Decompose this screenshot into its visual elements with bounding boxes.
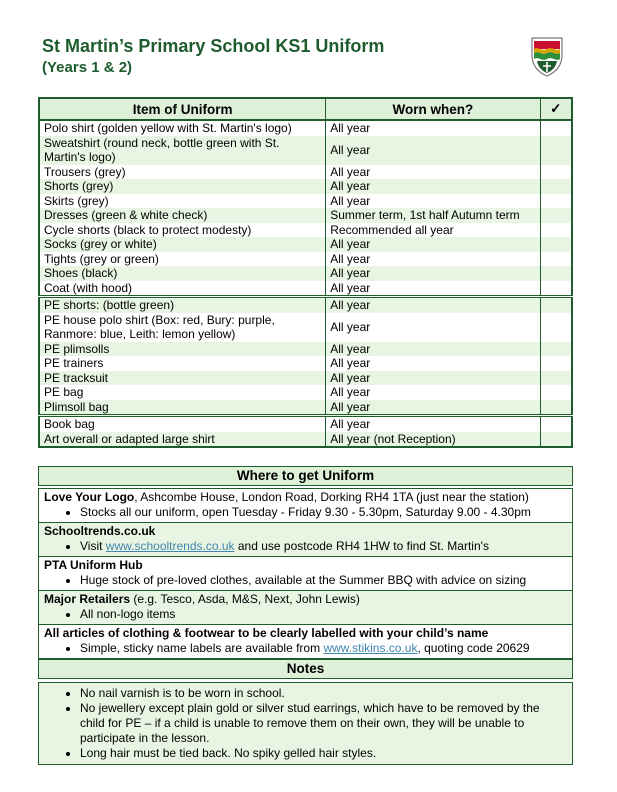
- item-cell: Shorts (grey): [39, 179, 326, 194]
- table-row: [39, 371, 572, 386]
- supplier-name: Schooltrends.co.uk: [44, 524, 156, 538]
- check-cell[interactable]: [540, 223, 572, 238]
- column-header-worn-when: Worn when?: [326, 98, 540, 120]
- table-row: [39, 252, 572, 267]
- list-item: • No jewellery except plain gold or silver stud earrings, which have to be removed by the child for PE – if a child is unable to remove them on their own, they will be unable to participate in the lesson.: [80, 701, 567, 746]
- worn-when-cell: All year: [326, 266, 540, 281]
- check-cell[interactable]: [540, 136, 572, 165]
- notes-heading: Notes: [38, 659, 573, 679]
- table-row: [39, 416, 572, 432]
- check-cell[interactable]: [540, 297, 572, 313]
- supplier-name: Major Retailers: [44, 592, 131, 606]
- item-cell: Book bag: [39, 416, 326, 432]
- school-crest-icon: [528, 35, 566, 77]
- check-cell[interactable]: [540, 416, 572, 432]
- worn-when-cell: All year (not Reception): [326, 432, 540, 448]
- worn-when-cell: All year: [326, 252, 540, 267]
- table-row: [39, 136, 572, 165]
- page-title: St Martin’s Primary School KS1 Uniform: [42, 36, 385, 56]
- table-row: [39, 179, 572, 194]
- supplier-address: , Ashcombe House, London Road, Dorking RH4 1TA (just near the station): [134, 490, 529, 504]
- list-item: • Simple, sticky name labels are available from www.stikins.co.uk, quoting code 20629: [80, 641, 567, 656]
- worn-when-cell: Summer term, 1st half Autumn term: [326, 208, 540, 223]
- labels-heading: All articles of clothing & footwear to be clearly labelled with your child’s name: [44, 626, 489, 640]
- supplier-name: Love Your Logo: [44, 490, 135, 504]
- where-box: [38, 488, 573, 659]
- labels-info: [39, 625, 572, 658]
- check-cell[interactable]: [540, 371, 572, 386]
- supplier-schooltrends: [39, 523, 572, 557]
- table-row: [39, 120, 572, 136]
- column-header-check: ✓: [540, 98, 572, 120]
- table-row: [39, 400, 572, 416]
- table-row: [39, 223, 572, 238]
- check-cell[interactable]: [540, 194, 572, 209]
- worn-when-cell: All year: [326, 194, 540, 209]
- worn-when-cell: All year: [326, 136, 540, 165]
- table-row: [39, 342, 572, 357]
- table-row: [39, 356, 572, 371]
- item-cell: PE trainers: [39, 356, 326, 371]
- uniform-table: [38, 97, 573, 448]
- supplier-pta-hub: [39, 557, 572, 591]
- check-cell[interactable]: [540, 400, 572, 416]
- check-cell[interactable]: [540, 281, 572, 297]
- check-cell[interactable]: [540, 179, 572, 194]
- list-item: • Huge stock of pre-loved clothes, available at the Summer BBQ with advice on sizing: [80, 573, 567, 588]
- item-cell: PE shorts: (bottle green): [39, 297, 326, 313]
- table-row: [39, 432, 572, 448]
- supplier-love-your-logo: [39, 489, 572, 523]
- worn-when-cell: All year: [326, 281, 540, 297]
- item-cell: Socks (grey or white): [39, 237, 326, 252]
- list-item: • All non-logo items: [80, 607, 567, 622]
- list-item: • Visit www.schooltrends.co.uk and use postcode RH4 1HW to find St. Martin's: [80, 539, 567, 554]
- item-cell: Coat (with hood): [39, 281, 326, 297]
- check-cell[interactable]: [540, 120, 572, 136]
- check-cell[interactable]: [540, 432, 572, 448]
- schooltrends-link[interactable]: www.schooltrends.co.uk: [105, 539, 235, 553]
- check-cell[interactable]: [540, 165, 572, 180]
- item-cell: PE tracksuit: [39, 371, 326, 386]
- check-cell[interactable]: [540, 342, 572, 357]
- worn-when-cell: All year: [326, 400, 540, 416]
- worn-when-cell: All year: [326, 165, 540, 180]
- table-row: [39, 281, 572, 297]
- list-item: • Long hair must be tied back. No spiky gelled hair styles.: [80, 746, 567, 761]
- check-cell[interactable]: [540, 356, 572, 371]
- table-row: [39, 237, 572, 252]
- worn-when-cell: All year: [326, 297, 540, 313]
- item-cell: Skirts (grey): [39, 194, 326, 209]
- list-item: • No nail varnish is to be worn in school.: [80, 686, 567, 701]
- item-cell: Art overall or adapted large shirt: [39, 432, 326, 448]
- table-row: [39, 313, 572, 342]
- check-cell[interactable]: [540, 385, 572, 400]
- notes-box: [38, 682, 573, 765]
- item-cell: PE house polo shirt (Box: red, Bury: purple, Ranmore: blue, Leith: lemon yellow): [39, 313, 326, 342]
- check-cell[interactable]: [540, 313, 572, 342]
- item-cell: PE bag: [39, 385, 326, 400]
- supplier-major-retailers: Major Retailers (e.g. Tesco, Asda, M&S, Next, John Lewis) • All non-logo items: [39, 591, 572, 625]
- check-cell[interactable]: [540, 237, 572, 252]
- item-cell: PE plimsolls: [39, 342, 326, 357]
- item-cell: Sweatshirt (round neck, bottle green with St. Martin's logo): [39, 136, 326, 165]
- stikins-link[interactable]: www.stikins.co.uk: [323, 641, 418, 655]
- table-row: [39, 266, 572, 281]
- item-cell: Shoes (black): [39, 266, 326, 281]
- item-cell: Dresses (green & white check): [39, 208, 326, 223]
- worn-when-cell: All year: [326, 237, 540, 252]
- list-item: • Stocks all our uniform, open Tuesday - Friday 9.30 - 5.30pm, Saturday 9.00 - 4.30pm: [80, 505, 567, 520]
- table-row: [39, 165, 572, 180]
- table-row: [39, 194, 572, 209]
- item-cell: Plimsoll bag: [39, 400, 326, 416]
- where-heading: Where to get Uniform: [38, 466, 573, 486]
- check-cell[interactable]: [540, 252, 572, 267]
- worn-when-cell: All year: [326, 313, 540, 342]
- item-cell: Trousers (grey): [39, 165, 326, 180]
- worn-when-cell: All year: [326, 385, 540, 400]
- worn-when-cell: Recommended all year: [326, 223, 540, 238]
- check-cell[interactable]: [540, 208, 572, 223]
- worn-when-cell: All year: [326, 179, 540, 194]
- item-cell: Tights (grey or green): [39, 252, 326, 267]
- item-cell: Cycle shorts (black to protect modesty): [39, 223, 326, 238]
- supplier-name: PTA Uniform Hub: [44, 558, 143, 572]
- check-cell[interactable]: [540, 266, 572, 281]
- item-cell: Polo shirt (golden yellow with St. Martin's logo): [39, 120, 326, 136]
- worn-when-cell: All year: [326, 356, 540, 371]
- table-row: [39, 297, 572, 313]
- worn-when-cell: All year: [326, 416, 540, 432]
- column-header-item: Item of Uniform: [39, 98, 326, 120]
- worn-when-cell: All year: [326, 120, 540, 136]
- table-row: [39, 385, 572, 400]
- worn-when-cell: All year: [326, 371, 540, 386]
- worn-when-cell: All year: [326, 342, 540, 357]
- table-row: [39, 208, 572, 223]
- page-subtitle: (Years 1 & 2): [42, 59, 133, 76]
